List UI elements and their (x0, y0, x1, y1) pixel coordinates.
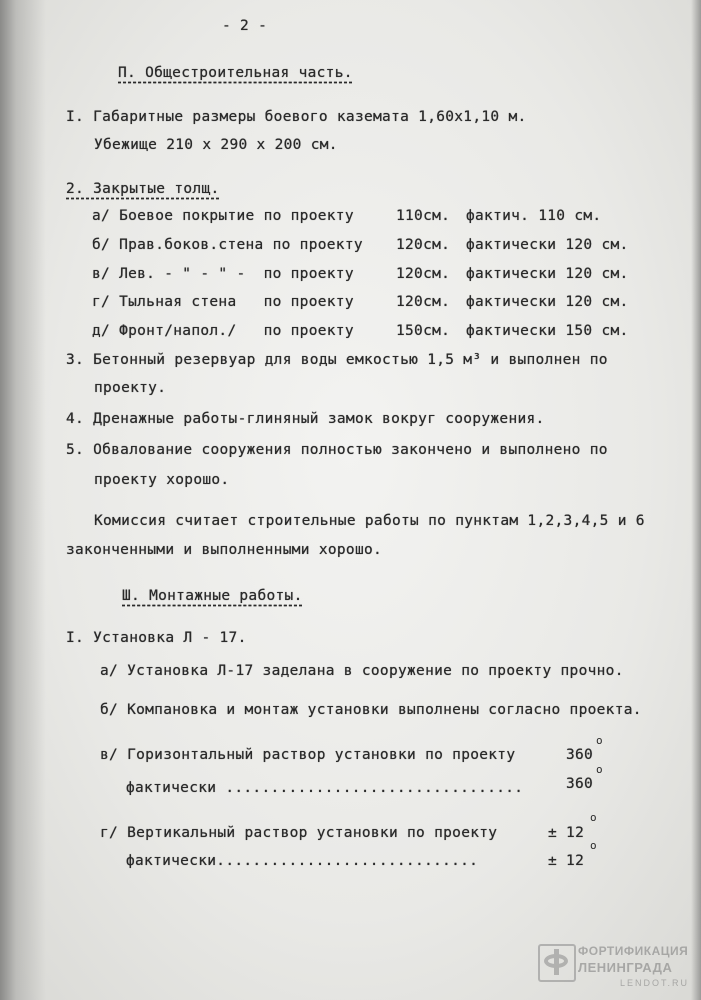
section-3-heading: Ш. Монтажные работы. (122, 588, 303, 604)
row-label: а/ Боевое покрытие по проекту (92, 208, 354, 224)
row-design: 150см. (396, 323, 451, 339)
watermark-logo (538, 942, 690, 994)
item-5-line-1: 5. Обвалование сооружения полностью закончено и выполнено по (66, 442, 608, 458)
item-1-line-1: I. Габаритные размеры боевого каземата 1,60х1,10 м. (66, 109, 527, 125)
section-2-heading: П. Общестроительная часть. (118, 65, 353, 81)
vertical-design-label: г/ Вертикальный раствор установки по проекту (100, 825, 498, 841)
row-actual: фактич. 110 см. (466, 208, 602, 224)
degree-sign: о (596, 734, 603, 747)
horizontal-actual-value: 360 (566, 776, 594, 792)
horizontal-actual-label: фактически ................................. (126, 780, 524, 796)
row-label: г/ Тыльная стена по проекту (92, 294, 354, 310)
fortification-logo-icon (538, 944, 576, 982)
degree-sign: о (590, 839, 597, 852)
row-actual: фактически 120 см. (466, 237, 629, 253)
item-4: 4. Дренажные работы-глиняный замок вокруг сооружения. (66, 411, 545, 427)
conclusion-line-2: законченными и выполненными хорошо. (66, 542, 383, 558)
installation-b: б/ Компановка и монтаж установки выполнены согласно проекта. (100, 702, 642, 718)
row-label: д/ Фронт/напол./ по проекту (92, 323, 354, 339)
row-design: 120см. (396, 237, 451, 253)
installation-a: а/ Установка Л-17 заделана в сооружение по проекту прочно. (100, 663, 624, 679)
scan-shadow-right (691, 0, 701, 1000)
page-number: - 2 - (222, 18, 268, 34)
vertical-design-value: ± 12 (548, 825, 585, 841)
item-2-heading: 2. Закрытые толщ. (66, 181, 220, 197)
horizontal-design-label: в/ Горизонтальный раствор установки по проекту (100, 747, 516, 763)
installation-heading: I. Установка Л - 17. (66, 630, 247, 646)
watermark-line-2: ЛЕНИНГРАДА (578, 960, 673, 975)
item-5-line-2: проекту хорошо. (94, 472, 230, 488)
degree-sign: о (590, 811, 597, 824)
conclusion-line-1: Комиссия считает строительные работы по пунктам 1,2,3,4,5 и 6 (94, 513, 645, 529)
vertical-actual-label: фактически............................. (126, 853, 479, 869)
watermark-line-1: ФОРТИФИКАЦИЯ (578, 944, 689, 958)
row-actual: фактически 120 см. (466, 294, 629, 310)
item-3-line-1: 3. Бетонный резервуар для воды емкостью 1,5 м³ и выполнен по (66, 352, 608, 368)
row-label: б/ Прав.боков.стена по проекту (92, 237, 363, 253)
row-design: 120см. (396, 266, 451, 282)
item-3-line-2: проекту. (94, 380, 167, 396)
horizontal-design-value: 360 (566, 747, 594, 763)
row-design: 110см. (396, 208, 451, 224)
item-1-line-2: Убежище 210 х 290 х 200 см. (94, 137, 338, 153)
scan-shadow-left (0, 0, 46, 1000)
row-actual: фактически 150 см. (466, 323, 629, 339)
vertical-actual-value: ± 12 (548, 853, 585, 869)
row-design: 120см. (396, 294, 451, 310)
degree-sign: о (596, 763, 603, 776)
watermark-line-3: LENDOT.RU (620, 978, 690, 988)
row-actual: фактически 120 см. (466, 266, 629, 282)
row-label: в/ Лев. - " - " - по проекту (92, 266, 354, 282)
